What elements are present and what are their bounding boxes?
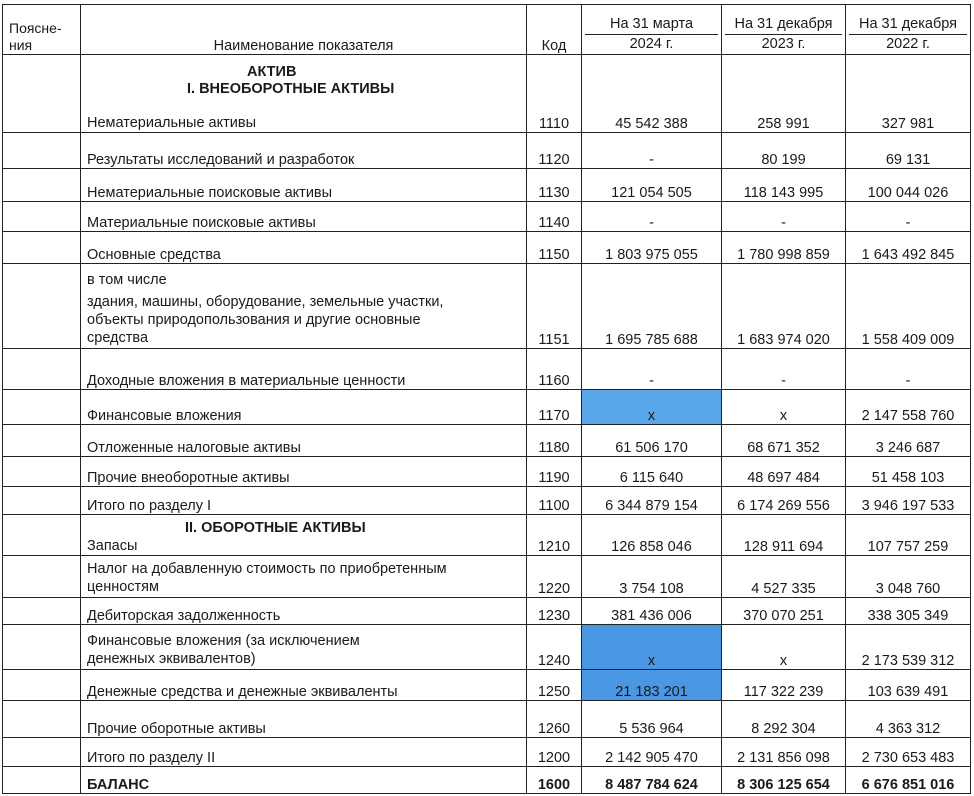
row-code: 1190	[527, 457, 582, 487]
row-code: 1200	[527, 738, 582, 767]
header-col-2022-line1: На 31 декабря	[858, 16, 958, 32]
row-code: 1110	[527, 55, 582, 133]
row-value-2024: -	[582, 349, 722, 390]
row-value-2023: 128 911 694	[722, 515, 846, 556]
row-value-2024: 61 506 170	[582, 425, 722, 457]
row-code: 1600	[527, 767, 582, 794]
row-value-2024: 6 344 879 154	[582, 487, 722, 515]
row-value-2022: 338 305 349	[846, 598, 971, 625]
row-value-2023: 258 991	[722, 55, 846, 133]
table-row	[3, 264, 971, 349]
note-cell	[3, 349, 81, 390]
row-code: 1230	[527, 598, 582, 625]
row-name: Финансовые вложения	[81, 390, 527, 425]
row-value-2023: 68 671 352	[722, 425, 846, 457]
table-row	[3, 169, 971, 202]
row-value-2024: 8 487 784 624	[582, 767, 722, 794]
row-value-2023: 4 527 335	[722, 556, 846, 598]
row-code: 1240	[527, 625, 582, 670]
note-cell	[3, 232, 81, 264]
row-name: Прочие внеоборотные активы	[81, 457, 527, 487]
table-row	[3, 425, 971, 457]
row-code: 1100	[527, 487, 582, 515]
row-value-2023: 1 780 998 859	[722, 232, 846, 264]
row-name: Доходные вложения в материальные ценности	[81, 349, 527, 390]
note-cell	[3, 390, 81, 425]
row-name: Отложенные налоговые активы	[81, 425, 527, 457]
table-row	[3, 625, 971, 670]
header-col-2024-line1: На 31 марта	[609, 16, 694, 32]
header-col-2023-line1: На 31 декабря	[734, 16, 833, 32]
note-cell	[3, 738, 81, 767]
row-value-2023: 2 131 856 098	[722, 738, 846, 767]
row-value-2022: -	[846, 202, 971, 232]
row-value-2024: 121 054 505	[582, 169, 722, 202]
table-row	[3, 55, 971, 133]
note-cell	[3, 556, 81, 598]
header-code: Код	[527, 5, 582, 55]
section2-name-cell	[81, 515, 527, 556]
row-value-2024: 45 542 388	[582, 55, 722, 133]
row-code: 1220	[527, 556, 582, 598]
section-title-asset: АКТИВ	[247, 64, 297, 80]
row-value-2022: 3 246 687	[846, 425, 971, 457]
row-value-2023: х	[722, 390, 846, 425]
row-code: 1120	[527, 133, 582, 169]
row-code: 1170	[527, 390, 582, 425]
note-cell	[3, 701, 81, 738]
header-col-2022-line2: 2022 г.	[849, 34, 967, 54]
row-name: БАЛАНС	[81, 767, 527, 794]
row-value-2024-highlighted: 21 183 201	[582, 670, 722, 701]
row-value-2022: 4 363 312	[846, 701, 971, 738]
row-name: Результаты исследований и разработок	[81, 133, 527, 169]
row-code: 1260	[527, 701, 582, 738]
row-value-2022: 3 946 197 533	[846, 487, 971, 515]
header-note	[3, 5, 81, 55]
header-col-2023-line2: 2023 г.	[725, 34, 842, 54]
row-name: Дебиторская задолженность	[81, 598, 527, 625]
balance-sheet-table	[2, 4, 971, 794]
row-value-2024: 5 536 964	[582, 701, 722, 738]
row-value-2023: -	[722, 202, 846, 232]
row-name: Итого по разделу II	[81, 738, 527, 767]
note-cell	[3, 264, 81, 349]
table-row	[3, 701, 971, 738]
row-name-1240	[81, 625, 527, 670]
note-cell	[3, 598, 81, 625]
row-name: Прочие оборотные активы	[81, 701, 527, 738]
row-value-2022: -	[846, 349, 971, 390]
row-value-2023: 117 322 239	[722, 670, 846, 701]
table-row	[3, 670, 971, 701]
row-value-2022: 1 558 409 009	[846, 264, 971, 349]
table-row	[3, 598, 971, 625]
header-col-2022	[846, 5, 971, 55]
table-row	[3, 515, 971, 556]
note-cell	[3, 487, 81, 515]
row-code: 1250	[527, 670, 582, 701]
row-value-2023: -	[722, 349, 846, 390]
table-row	[3, 133, 971, 169]
note-cell	[3, 133, 81, 169]
row-1151-line2: здания, машины, оборудование, земельные участки,	[87, 294, 444, 310]
row-name: Итого по разделу I	[81, 487, 527, 515]
note-cell	[3, 670, 81, 701]
row-name: Денежные средства и денежные эквиваленты	[81, 670, 527, 701]
row-1220-line1: Налог на добавленную стоимость по приобретенным	[87, 561, 447, 577]
row-name-1220	[81, 556, 527, 598]
row-name: Запасы	[87, 538, 138, 554]
table-row	[3, 457, 971, 487]
table-row	[3, 556, 971, 598]
row-1220-line2: ценностям	[87, 579, 159, 595]
table-row	[3, 232, 971, 264]
row-value-2024: 1 803 975 055	[582, 232, 722, 264]
row-value-2022: 2 147 558 760	[846, 390, 971, 425]
row-value-2024-highlighted: х	[582, 390, 722, 425]
table-row	[3, 349, 971, 390]
row-value-2022: 107 757 259	[846, 515, 971, 556]
row-value-2024: 381 436 006	[582, 598, 722, 625]
row-name: Основные средства	[81, 232, 527, 264]
row-value-2022: 69 131	[846, 133, 971, 169]
row-code: 1210	[527, 515, 582, 556]
row-value-2023: 118 143 995	[722, 169, 846, 202]
row-value-2024: 3 754 108	[582, 556, 722, 598]
row-value-2024: 2 142 905 470	[582, 738, 722, 767]
note-cell	[3, 169, 81, 202]
row-value-2024: -	[582, 133, 722, 169]
row-value-2022: 51 458 103	[846, 457, 971, 487]
row-value-2023: 1 683 974 020	[722, 264, 846, 349]
row-value-2023: 8 292 304	[722, 701, 846, 738]
row-value-2024: 6 115 640	[582, 457, 722, 487]
row-value-2022: 1 643 492 845	[846, 232, 971, 264]
row-code: 1140	[527, 202, 582, 232]
header-note-text: Поясне- ния	[9, 20, 62, 53]
row-value-2022: 3 048 760	[846, 556, 971, 598]
header-row	[3, 5, 971, 55]
row-name: Материальные поисковые активы	[81, 202, 527, 232]
table-row	[3, 738, 971, 767]
row-1240-line1: Финансовые вложения (за исключением	[87, 633, 360, 649]
table-row	[3, 390, 971, 425]
row-value-2023: 8 306 125 654	[722, 767, 846, 794]
header-col-2024-line2: 2024 г.	[585, 34, 718, 54]
note-cell	[3, 515, 81, 556]
row-1151-line1: в том числе	[87, 272, 167, 288]
row-1151-line3: объекты природопользования и другие основные	[87, 312, 421, 328]
row-code: 1130	[527, 169, 582, 202]
section1-name-cell	[81, 55, 527, 133]
header-col-2023	[722, 5, 846, 55]
row-value-2023: 6 174 269 556	[722, 487, 846, 515]
row-value-2022: 6 676 851 016	[846, 767, 971, 794]
row-1151-line4: средства	[87, 330, 149, 346]
row-value-2024: 126 858 046	[582, 515, 722, 556]
header-col-2024	[582, 5, 722, 55]
row-name: Нематериальные поисковые активы	[81, 169, 527, 202]
note-cell	[3, 625, 81, 670]
row-value-2022: 2 173 539 312	[846, 625, 971, 670]
row-value-2024: 1 695 785 688	[582, 264, 722, 349]
row-value-2023: х	[722, 625, 846, 670]
row-value-2024: -	[582, 202, 722, 232]
note-cell	[3, 457, 81, 487]
row-code: 1150	[527, 232, 582, 264]
balance-row	[3, 767, 971, 794]
table-row	[3, 202, 971, 232]
row-value-2023: 48 697 484	[722, 457, 846, 487]
row-value-2022: 103 639 491	[846, 670, 971, 701]
row-code: 1151	[527, 264, 582, 349]
note-cell	[3, 55, 81, 133]
row-name-1151	[81, 264, 527, 349]
row-value-2022: 2 730 653 483	[846, 738, 971, 767]
note-cell	[3, 425, 81, 457]
header-name: Наименование показателя	[81, 5, 527, 55]
row-value-2024-highlighted: х	[582, 625, 722, 670]
row-code: 1180	[527, 425, 582, 457]
note-cell	[3, 202, 81, 232]
row-name: Нематериальные активы	[87, 115, 256, 131]
row-code: 1160	[527, 349, 582, 390]
table-row	[3, 487, 971, 515]
section-title-noncurrent: I. ВНЕОБОРОТНЫЕ АКТИВЫ	[187, 81, 395, 97]
row-value-2023: 370 070 251	[722, 598, 846, 625]
row-value-2022: 327 981	[846, 55, 971, 133]
row-value-2022: 100 044 026	[846, 169, 971, 202]
section-title-current: II. ОБОРОТНЫЕ АКТИВЫ	[185, 520, 366, 536]
note-cell	[3, 767, 81, 794]
row-value-2023: 80 199	[722, 133, 846, 169]
row-1240-line2: денежных эквивалентов)	[87, 651, 256, 667]
